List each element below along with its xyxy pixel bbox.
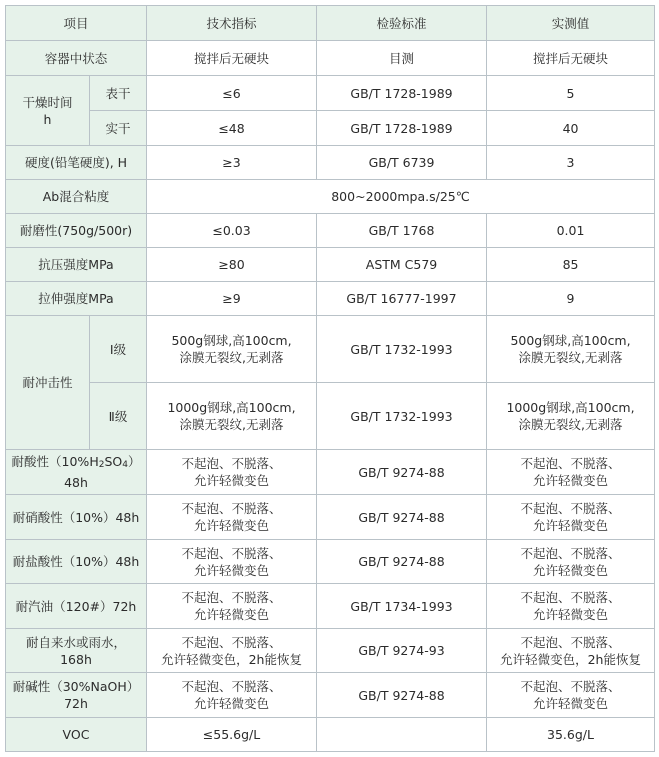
row-label [6,76,90,146]
measured-cell: 35.6g/L [487,718,655,752]
cell-line: 允许轻微变色 [533,473,609,488]
row-label-line: 48h [64,475,88,490]
spec-cell: ≤6 [147,76,317,111]
row-label-line [10,453,142,474]
cell-line: 允许轻微变色 [194,607,270,622]
measured-cell [487,584,655,629]
standard-cell: GB/T 1728-1989 [317,111,487,146]
row-label-line: 耐自来水或雨水， [26,634,127,650]
spec-cell [147,540,317,584]
cell-line: 允许轻微变色 [533,696,609,711]
spec-cell [147,316,317,383]
spec-cell: 搅拌后无硬块 [147,41,317,76]
spec-cell: ≤48 [147,111,317,146]
spec-cell [147,383,317,450]
measured-cell [487,383,655,450]
measured-cell [487,495,655,540]
standard-cell: GB/T 9274-93 [317,629,487,673]
cell-line: 允许轻微变色 [194,696,270,711]
standard-cell: GB/T 1734-1993 [317,584,487,629]
cell-line: 允许轻微变色 [194,562,270,578]
measured-cell [487,450,655,495]
cell-line: 允许轻微变色，2h能恢复 [161,651,302,667]
row-label-line: h [43,111,52,127]
row-label: 拉伸强度MPa [6,282,147,316]
table-row [6,41,655,76]
standard-cell: 目测 [317,41,487,76]
measured-cell [487,316,655,383]
cell-line: 不起泡、不脱落、 [181,501,282,516]
row-label: 耐硝酸性（10%）48h [6,495,147,540]
row-label: 容器中状态 [6,41,147,76]
header-spec: 技术指标 [147,6,317,41]
header-item: 项目 [6,6,147,41]
measured-cell: 3 [487,146,655,180]
sub-label: Ⅰ级 [90,316,147,383]
header-standard: 检验标准 [317,6,487,41]
merged-value-cell: 800~2000mpa.s/25℃ [147,180,655,214]
cell-line: 不起泡、不脱落、 [520,545,621,561]
table-row [6,495,655,540]
row-label: 耐汽油（120#）72h [6,584,147,629]
table-row [6,214,655,248]
cell-line: 允许轻微变色 [194,473,270,488]
row-label-line: 干燥时间 [22,94,73,110]
table-row [6,673,655,718]
row-label-line: 168h [60,651,92,667]
standard-cell: GB/T 1768 [317,214,487,248]
standard-cell: GB/T 9274-88 [317,450,487,495]
measured-cell: 搅拌后无硬块 [487,41,655,76]
spec-cell [147,673,317,718]
standard-cell: GB/T 9274-88 [317,540,487,584]
spec-cell: ≥80 [147,248,317,282]
measured-cell: 40 [487,111,655,146]
cell-line: 不起泡、不脱落、 [520,456,621,471]
spec-table [5,5,655,752]
cell-line: 不起泡、不脱落、 [520,679,621,694]
header-measured: 实测值 [487,6,655,41]
cell-line: 涂膜无裂纹,无剥落 [179,350,284,365]
table-row [6,450,655,495]
cell-line: 1000g钢球,高100cm, [506,400,635,415]
cell-line: 不起泡、不脱落、 [520,590,621,605]
row-label-line: 耐碱性（30%NaOH） [12,679,140,694]
cell-line: 不起泡、不脱落、 [520,634,621,650]
spec-cell: ≥9 [147,282,317,316]
row-label [6,673,147,718]
cell-line: 允许轻微变色 [533,518,609,533]
cell-line: 不起泡、不脱落、 [181,634,282,650]
table-row [6,282,655,316]
cell-line: 允许轻微变色 [533,562,609,578]
cell-line: 不起泡、不脱落、 [181,545,282,561]
cell-line: 不起泡、不脱落、 [181,590,282,605]
row-label: 耐盐酸性（10%）48h [6,540,147,584]
spec-cell [147,495,317,540]
row-label [6,450,147,495]
table-row [6,540,655,584]
cell-line: 1000g钢球,高100cm, [167,400,296,415]
standard-cell: GB/T 1732-1993 [317,383,487,450]
measured-cell [487,629,655,673]
measured-cell: 5 [487,76,655,111]
table-row [6,629,655,673]
table-row [6,584,655,629]
spec-cell [147,584,317,629]
standard-cell: GB/T 6739 [317,146,487,180]
measured-cell [487,673,655,718]
cell-line: 不起泡、不脱落、 [520,501,621,516]
row-label-line: 72h [64,696,88,711]
standard-cell: GB/T 16777-1997 [317,282,487,316]
row-label [6,629,147,673]
acid-label-sub: 4 [122,460,128,470]
cell-line: 允许轻微变色 [533,607,609,622]
cell-line: 涂膜无裂纹,无剥落 [179,417,284,432]
measured-cell: 0.01 [487,214,655,248]
sub-label: 表干 [90,76,147,111]
header-row [6,6,655,41]
spec-cell: ≤0.03 [147,214,317,248]
acid-label-part: SO [104,454,123,469]
acid-label-part: 耐酸性（10%H [11,454,99,469]
standard-cell [317,718,487,752]
table-row [6,383,655,450]
cell-line: 500g钢球,高100cm, [171,333,292,348]
table-row [6,316,655,383]
row-label: 硬度(铅笔硬度), H [6,146,147,180]
measured-cell [487,540,655,584]
spec-cell: ≥3 [147,146,317,180]
table-row [6,180,655,214]
table-row [6,76,655,111]
sub-label: 实干 [90,111,147,146]
cell-line: 允许轻微变色，2h能恢复 [500,651,641,667]
row-label: VOC [6,718,147,752]
cell-line: 不起泡、不脱落、 [181,456,282,471]
table-row [6,248,655,282]
measured-cell: 9 [487,282,655,316]
spec-cell: ≤55.6g/L [147,718,317,752]
cell-line: 500g钢球,高100cm, [510,333,631,348]
standard-cell: GB/T 1732-1993 [317,316,487,383]
standard-cell: GB/T 9274-88 [317,495,487,540]
acid-label-part: ） [127,454,141,469]
cell-line: 涂膜无裂纹,无剥落 [518,350,623,365]
table-row [6,146,655,180]
cell-line: 不起泡、不脱落、 [181,679,282,694]
row-label: 耐冲击性 [6,316,90,450]
standard-cell: GB/T 1728-1989 [317,76,487,111]
row-label: Ab混合粘度 [6,180,147,214]
table-row [6,718,655,752]
acid-label-sub: 2 [98,460,105,470]
table-row [6,111,655,146]
row-label: 抗压强度MPa [6,248,147,282]
standard-cell: ASTM C579 [317,248,487,282]
cell-line: 涂膜无裂纹,无剥落 [518,417,623,432]
spec-cell [147,450,317,495]
row-label: 耐磨性(750g/500r) [6,214,147,248]
spec-cell [147,629,317,673]
standard-cell: GB/T 9274-88 [317,673,487,718]
measured-cell: 85 [487,248,655,282]
cell-line: 允许轻微变色 [194,518,270,533]
sub-label: Ⅱ级 [90,383,147,450]
